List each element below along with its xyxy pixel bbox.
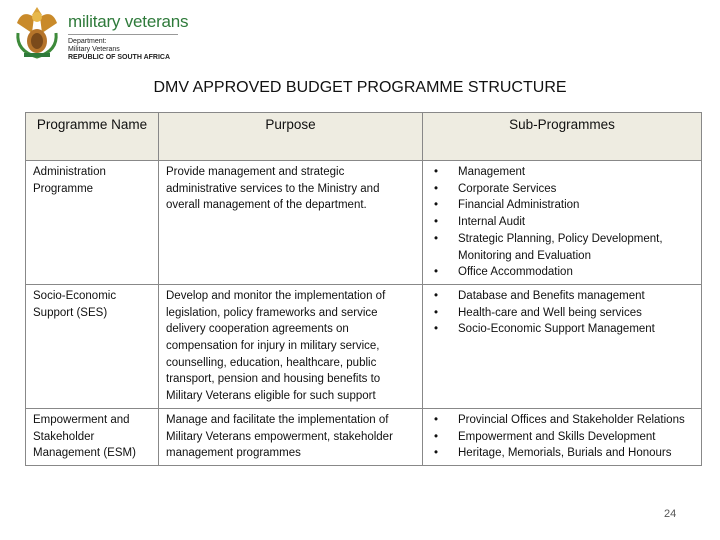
sub-programme-label: Internal Audit — [458, 216, 526, 229]
sub-programme-item — [430, 197, 694, 214]
sub-programmes-cell — [423, 408, 702, 465]
sub-programmes-cell — [423, 161, 702, 285]
sub-programme-label: Office Accommodation — [458, 266, 573, 279]
brand-divider — [68, 34, 178, 35]
brand-sub-1: Department: — [68, 38, 107, 45]
column-header: Sub-Programmes — [423, 113, 702, 161]
coat-of-arms-logo — [12, 3, 62, 61]
programme-table — [25, 112, 702, 466]
bullet-icon: • — [434, 447, 439, 460]
brand-sub-3: REPUBLIC OF SOUTH AFRICA — [68, 54, 171, 61]
sub-programme-label: Database and Benefits management — [458, 289, 645, 302]
sub-programme-list — [430, 412, 694, 462]
sub-programme-item — [430, 412, 694, 429]
programme-purpose: Provide management and strategic administrative services to the Ministry and overall management of the department. — [159, 161, 423, 285]
table-row — [26, 408, 702, 465]
programme-name: Socio-Economic Support (SES) — [26, 284, 159, 408]
sub-programme-label: Strategic Planning, Policy Development, Monitoring and Evaluation — [458, 232, 663, 262]
sub-programme-label: Socio-Economic Support Management — [458, 323, 655, 336]
sub-programme-label: Management — [458, 166, 526, 178]
bullet-icon: • — [434, 413, 439, 426]
column-header: Programme Name — [26, 113, 159, 161]
page-title: DMV APPROVED BUDGET PROGRAMME STRUCTURE — [153, 79, 567, 96]
sub-programme-label: Health-care and Well being services — [458, 306, 642, 319]
bullet-icon: • — [434, 199, 439, 212]
programme-name: Empowerment and Stakeholder Management (ESM) — [26, 408, 159, 465]
sub-programme-item — [430, 445, 694, 462]
bullet-icon: • — [434, 216, 439, 229]
column-header: Purpose — [159, 113, 423, 161]
bullet-icon: • — [434, 182, 439, 195]
bullet-icon: • — [434, 430, 439, 443]
sub-programme-label: Provincial Offices and Stakeholder Relations — [458, 413, 685, 426]
sub-programmes-cell — [423, 284, 702, 408]
sub-programme-item — [430, 164, 694, 181]
programme-name: Administration Programme — [26, 161, 159, 285]
sub-programme-item — [430, 264, 694, 281]
sub-programme-item — [430, 214, 694, 231]
page-number: 24 — [664, 508, 677, 520]
bullet-icon: • — [434, 232, 439, 245]
programme-purpose: Manage and facilitate the implementation of Military Veterans empowerment, stakeholder management programmes — [159, 408, 423, 465]
sub-programme-item — [430, 231, 694, 264]
programme-purpose: Develop and monitor the implementation of legislation, policy frameworks and service delivery cooperation agreements on compensation for injury in military service, counselling, education, healthcare, public transport, pension and housing benefits to Military Veterans eligible for such support — [159, 284, 423, 408]
brand-name: military veterans — [68, 12, 189, 31]
bullet-icon: • — [434, 323, 439, 336]
bullet-icon: • — [434, 289, 439, 302]
brand-block — [68, 12, 188, 62]
sub-programme-label: Heritage, Memorials, Burials and Honours — [458, 447, 672, 460]
sub-programme-item — [430, 288, 694, 305]
bullet-icon: • — [434, 266, 439, 279]
sub-programme-item — [430, 321, 694, 338]
table-row — [26, 161, 702, 285]
sub-programme-list — [430, 288, 694, 338]
bullet-icon: • — [434, 166, 439, 178]
bullet-icon: • — [434, 306, 439, 319]
sub-programme-label: Corporate Services — [458, 182, 557, 195]
sub-programme-item — [430, 305, 694, 322]
sub-programme-item — [430, 181, 694, 198]
brand-sub-2: Military Veterans — [68, 46, 120, 53]
sub-programme-item — [430, 429, 694, 446]
sub-programme-list — [430, 164, 694, 281]
table-row — [26, 284, 702, 408]
sub-programme-label: Financial Administration — [458, 199, 580, 212]
sub-programme-label: Empowerment and Skills Development — [458, 430, 656, 443]
